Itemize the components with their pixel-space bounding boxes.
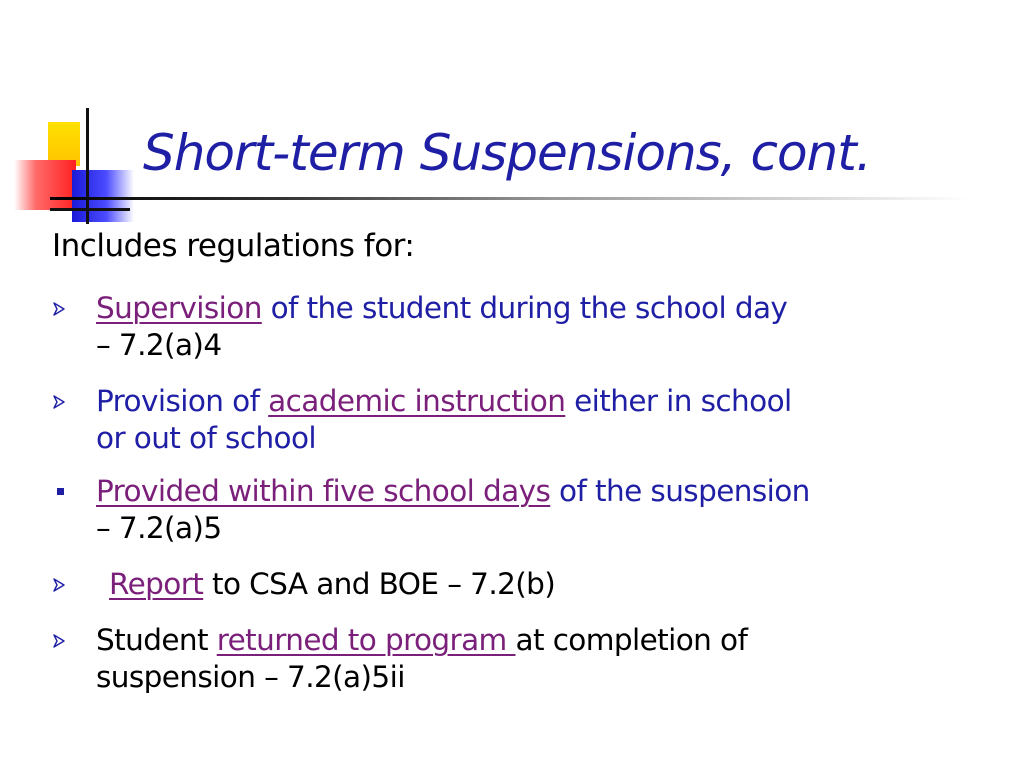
- supervision-link[interactable]: Supervision: [96, 291, 262, 325]
- five-school-days-link[interactable]: Provided within five school days: [96, 474, 551, 508]
- arrow-bullet-icon: [52, 622, 72, 659]
- bullet-lead: Student: [96, 623, 217, 657]
- title-divider: [50, 197, 970, 200]
- slide-title: Short-term Suspensions, cont.: [143, 124, 871, 182]
- bullet-returned-to-program: [50, 622, 1010, 696]
- bullet-text-continued: suspension – 7.2(a)5ii: [96, 660, 405, 694]
- bullet-reference: – 7.2(a)5: [96, 511, 222, 545]
- bullet-reference: – 7.2(a)4: [96, 328, 222, 362]
- arrow-bullet-icon: [52, 566, 72, 603]
- bullet-text: of the suspension: [550, 474, 810, 508]
- bullet-supervision: [50, 290, 1010, 364]
- intro-text: Includes regulations for:: [52, 228, 415, 264]
- bullet-list: [50, 290, 1010, 715]
- decorative-logo-icon: [0, 100, 140, 230]
- bullet-text: to CSA and BOE – 7.2(b): [203, 567, 556, 601]
- bullet-text: at completion of: [515, 623, 748, 657]
- bullet-text: either in school: [565, 384, 792, 418]
- bullet-lead: Provision of: [96, 384, 269, 418]
- arrow-bullet-icon: [52, 290, 72, 327]
- square-bullet-icon: [52, 473, 72, 510]
- bullet-five-school-days: [50, 473, 1010, 547]
- bullet-text: of the student during the school day: [261, 291, 788, 325]
- bullet-report: [50, 566, 1010, 603]
- bullet-academic-instruction: [50, 383, 1010, 457]
- returned-to-program-link[interactable]: returned to program: [216, 623, 516, 657]
- arrow-bullet-icon: [52, 383, 72, 420]
- report-link[interactable]: Report: [109, 567, 204, 601]
- bullet-text-continued: or out of school: [96, 421, 317, 455]
- academic-instruction-link[interactable]: academic instruction: [268, 384, 566, 418]
